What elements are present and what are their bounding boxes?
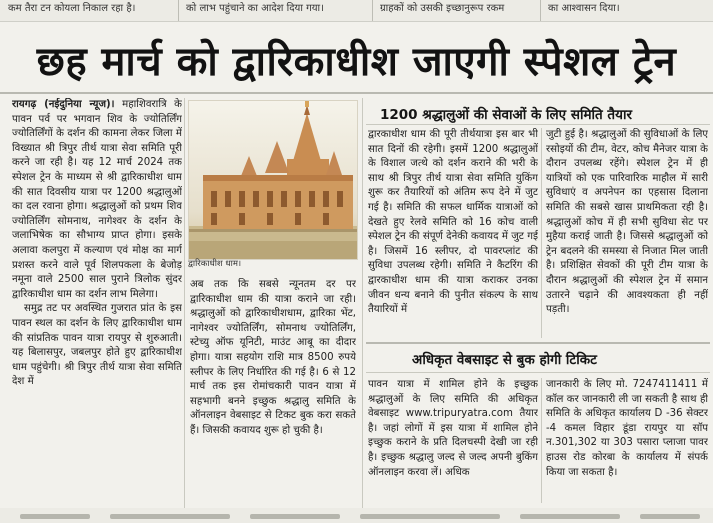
photo-caption: द्वारिकाधीश धाम। [188, 259, 242, 269]
blurred-text [520, 514, 620, 519]
sidebar-2-column-right: जानकारी के लिए मो. 7247411411 में कॉल कर जानकारी ली जा सकती है साथ ही समिति के अधिकृत कार्यालय D -36 सेक्टर -4 कमल विहार डूंडा रायपुर या सॉप न.301,302 या 303 पसारा प्लाजा पावर हाउस रोड कोरबा के कार्यालय में संपर्क किया जा सकता है। [546, 379, 708, 478]
temple-illustration [189, 101, 358, 260]
top-strip-text: ग्राहकों को उसकी इच्छानुरूप रकम [380, 3, 505, 14]
top-strip-text: को लाभ पहुंचाने का आदेश दिया गया। [186, 3, 324, 14]
dateline: रायगढ़ (नईदुनिया न्यूज)। [12, 99, 115, 110]
sidebar-2-title: अधिकृत वेबसाइट से बुक होगी टिकिट [412, 352, 597, 368]
column-divider [541, 378, 542, 503]
blurred-text [640, 514, 700, 519]
blurred-text [20, 514, 90, 519]
previous-article-strip [0, 0, 713, 22]
sidebar-1-title: 1200 श्रद्धालुओं की सेवाओं के लिए समिति तैयार [380, 107, 632, 123]
sidebar-2-column-left: पावन यात्रा में शामिल होने के इच्छुक श्रद्धालुओं के लिए समिति की अधिकृत वेबसाइट www.tripuryatra.com तैयार है। जहां लोगों में इस यात्रा में शामिल होने इच्छुक कराने के प्रति दिलचस्पी देखी जा रही है। इच्छुक श्रद्धालु जल्द से जल्द अपनी बुकिंग ऑनलाइन करवा लें। अधिक [368, 379, 538, 478]
sidebar-1-column-left: द्वारकाधीश धाम की पूरी तीर्थयात्रा इस बार भी सात दिनों की रहेगी। इसमें 1200 श्रद्धालुओं के विशाल जत्थे को दर्शन कराने की भरी के साथ श्री त्रिपुर तीर्थ यात्रा सेवा समिति युकिंग शुरू कर तैयारियों को अंतिम रूप देने में जुट गई है। समिति की सफल धार्मिक यात्राओं को देखते हुए रेलवे समिति को 16 कोच वाली स्पेशल ट्रेन की संपूर्ण देनेकी कवायद में जुट गई है। जिसमें 16 स्लीपर, दो पावरप्लांट की सुविधा उपलब्ध रहेगी। समिति ने कैटरिंग की द्वारकाधीश धाम की यात्रा कराकर उनका जीवन धन्य बनाने की पुनीत संकल्प के साथ तैयारियों में [368, 129, 538, 316]
section-rule [366, 342, 710, 344]
headline: छह मार्च को द्वारिकाधीश जाएगी स्पेशल ट्रेन [36, 39, 677, 85]
sidebar-rule [366, 124, 710, 125]
column-divider [184, 98, 185, 510]
main-article-column-2: अब तक कि सबसे न्यूनतम दर पर द्वारिकाधीश धाम की यात्रा कराने जा रही। श्रद्धालुओं को द्वारिकाधीशधाम, द्वारिका भेंट, नागेश्वर ज्योतिर्लिंग, सोमनाथ ज्योतिर्लिंग, स्टेच्यु ऑफ यूनिटी, माउंट आबू का दीदार होगा। यात्रा सहयोग राशि मात्र 8500 रुपये स्लीपर के लिए निर्धारित की गई है। 6 से 12 मार्च तक इस रोमांचकारी पावन यात्रा में सहभागी बनने इच्छुक श्रद्धालु समिति के ऑनलाइन वेबसाइट से टिकट बुक करा सकते हैं। जिसकी कवायद शुरू हो चुकी है। [190, 279, 356, 436]
article-paragraph: महाशिवरात्रि के पावन पर्व पर भगवान शिव के ज्योतिर्लिंग ज्योतिर्लिंगों के दर्शन की कामना लेकर जिला में विख्यात श्री त्रिपुर तीर्थ यात्रा सेवा समिति पूरी करने जा रही है। यह 12 मार्च 2024 तक स्पेशल ट्रेन के माध्यम से श्री द्वारिकाधीश धाम की सात दिवसीय यात्रा पर 1200 श्रद्धालुओं का दल रवाना होगा। श्रद्धालुओं को प्रथम शिव ज्योतिर्लिंग सोमनाथ, नागेश्वर के दर्शन के जलाभिषेक का सौभाग्य प्राप्त होगा। इसके अलावा कलपुरा में कल्याण एवं मोक्ष का मार्ग प्रशस्त करने वाले पूर्व शिलपकला के बेजोड़ नमूना वाले 2500 साल पुराने त्रिलोक सुंदर द्वारिकाधीश धाम का दर्शन लाभ मिलेगा। [12, 99, 182, 300]
blurred-text [360, 514, 500, 519]
top-strip-text: कम तैरा टन कोयला निकाल रहा है। [8, 3, 136, 14]
main-article-column-1 [12, 98, 182, 518]
sidebar-1-column-right: जुटी हुई है। श्रद्धालुओं की सुविधाओं के लिए रसोइयों की टीम, वेटर, कोच मैनेजर यात्रा के दौरान उपलब्ध रहेंगे। स्पेशल ट्रेन में ही यात्रियों को एक पारिवारिक माहौल में सारी सुविधाएं व अपनेपन का एहसास दिलाना समिति की सबसे खास प्राथमिकता रही है। श्रद्धालुओं कोच में ही सभी सुविधा सेट पर मुहैया कराई जाती है। जिससे श्रद्धालुओं को ट्रेन बदलने की समस्या से निजात मिल जाती है। प्रशिक्षित सेवकों की पूरी टीम यात्रा के दौरान श्रद्धालुओं की स्पेशल ट्रेन में समान उतारने चढ़ाने की आवश्यकता ही नहीं पड़ती। [546, 129, 708, 316]
headline-rule [0, 92, 713, 94]
column-divider [540, 0, 541, 22]
blurred-text [110, 514, 230, 519]
top-strip-text: का आश्वासन दिया। [548, 3, 620, 14]
column-divider [362, 98, 363, 510]
article-paragraph: समुद्र तट पर अवस्थित गुजरात प्रांत के इस पावन स्थल का दर्शन के लिए द्वारिकाधीश धाम की सांप्रतिक पावन यात्रा रायपुर से शुरुआती। यह बिलासपुर, जबलपुर होते हुए द्वारिकाधीश धाम पहुंचेगी। श्री त्रिपुर तीर्थ यात्रा सेवा समिति देश में [12, 303, 182, 388]
column-divider [178, 0, 179, 22]
blurred-text [250, 514, 340, 519]
temple-photo [188, 100, 358, 260]
column-divider [372, 0, 373, 22]
column-divider [541, 128, 542, 338]
sidebar-rule [366, 372, 710, 373]
